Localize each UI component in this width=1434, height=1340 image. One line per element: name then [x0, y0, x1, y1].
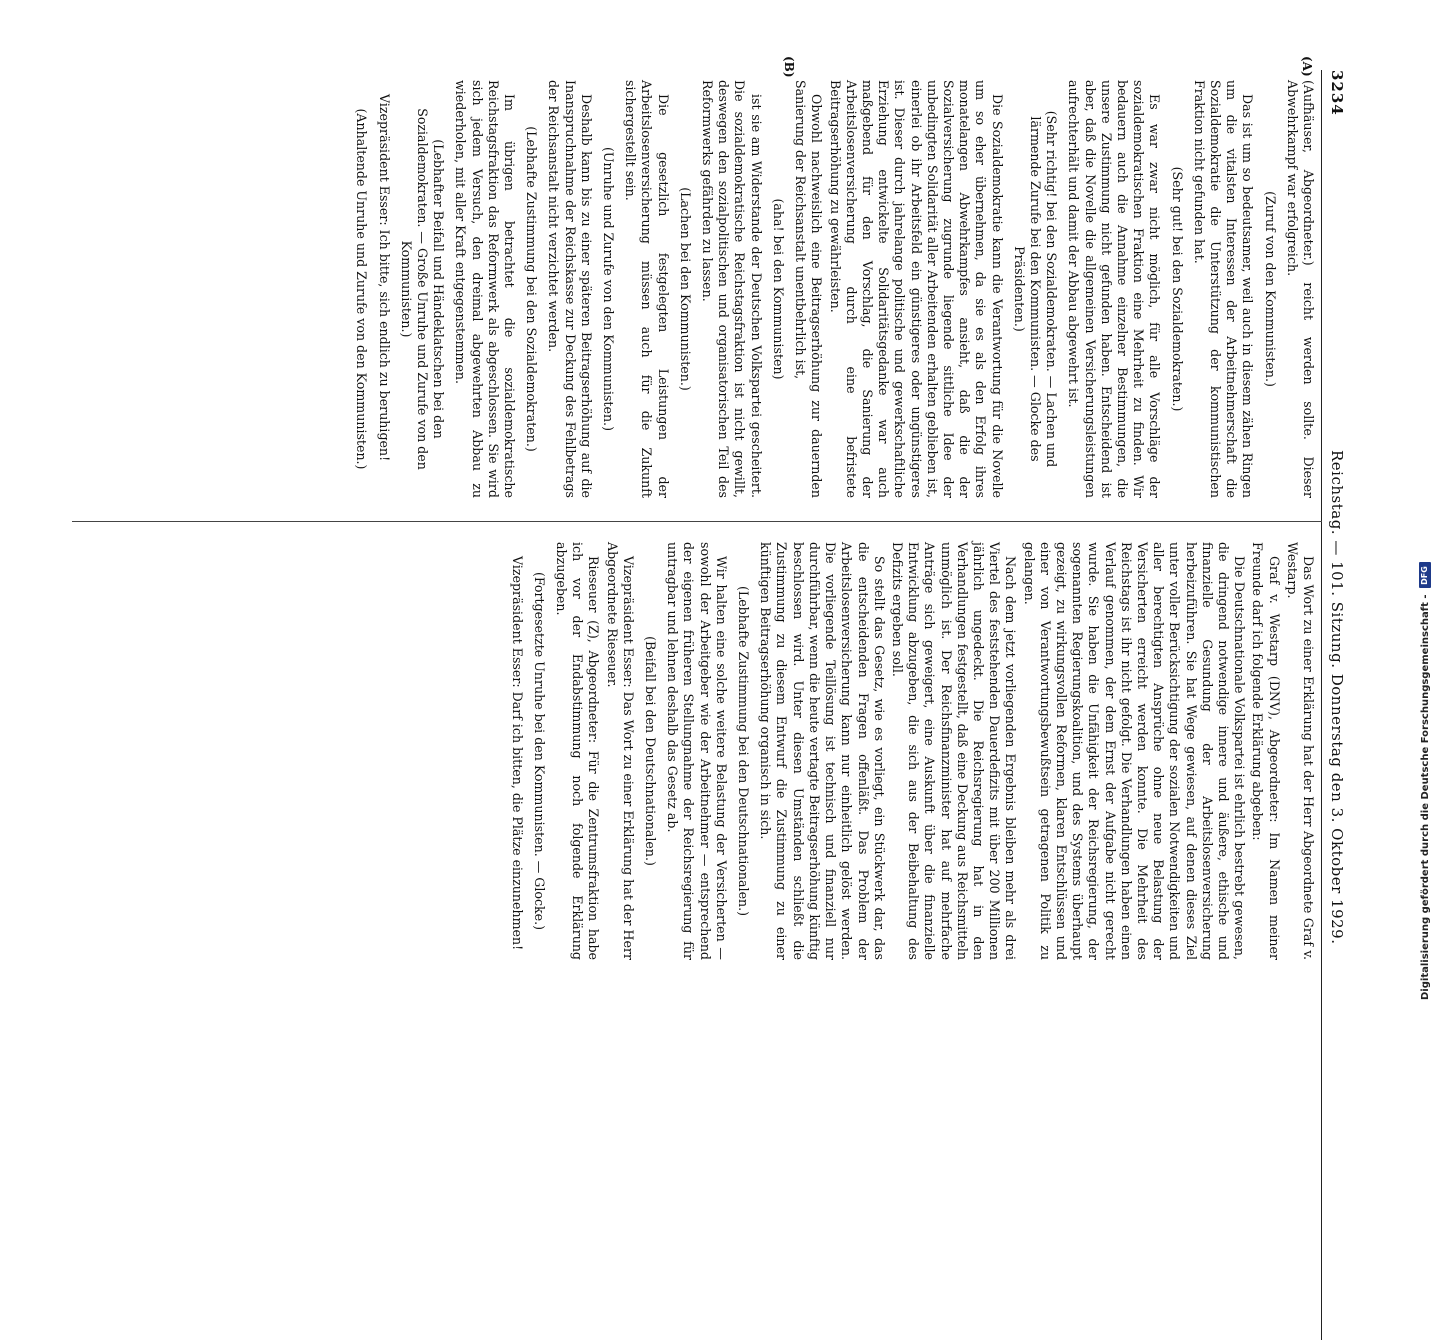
paragraph: Nach dem jetzt vorliegenden Ergebnis bleiben mehr als drei Viertel des feststehenden Dauerdefizits mit über 200 Millionen jährlich ungedeckt. Die Reichsregierung hat in den Verhandlungen festgestellt, daß eine Deckung aus Reichsmitteln unmöglich ist. Der Reichsfinanzminister hat auf mehrfache Anträge sich geweigert, eine Auskunft über die finanzielle Entwicklung abzugeben, die sich aus der Beibehaltung des Defizits ergeben soll. — [889, 542, 1019, 960]
header-rule — [1321, 70, 1322, 1340]
interjection: (Lebhafte Zustimmung bei den Deutschnationalen.) — [736, 585, 752, 917]
right-column — [506, 542, 1316, 960]
interjection: (Anhaltende Unruhe und Zurufe von den Kommunisten.) — [354, 108, 370, 470]
paragraph: ist sie am Widerstande der Deutschen Volkspartei gescheitert. Die sozialdemokratische Reichstagsfraktion ist nicht gewillt, deswegen den sozialpolitischen und organisatorischen Teil des Reformwerks gefährden zu lassen. — [700, 80, 764, 498]
paragraph: (Aufhäuser, Abgeordneter.) reicht werden sollte. Dieser Abwehrkampf war erfolgreich. — [1284, 80, 1316, 498]
paragraph: Rieseuer (Z), Abgeordneter: Für die Zentrumsfraktion habe ich vor der Endabstimmung noch folgende Erklärung abzugeben. — [554, 542, 602, 960]
paragraph: Die gesetzlich festgelegten Leistungen der Arbeitslosenversicherung müssen auch für die Zukunft sichergestellt sein. — [623, 80, 671, 498]
paragraph: Obwohl nachweislich eine Beitragserhöhung zur dauernden Sanierung der Reichsanstalt unentbehrlich ist, — [793, 80, 825, 498]
margin-marker-a: (A) — [1300, 56, 1314, 77]
paragraph: Wir halten eine solche weitere Belastung der Versicherten — sowohl der Arbeitgeber wie der Arbeitnehmer — entsprechend der eigenen früheren Stellungnahme der Reichsregierung für untragbar und lehnen deshalb das Gesetz ab. — [665, 542, 729, 960]
interjection: (aha! bei den Kommunisten) — [770, 198, 786, 380]
funding-text: Digitalisierung gefördert durch die Deutsche Forschungsgemeinschaft - — [1419, 594, 1431, 1000]
paragraph: Das ist um so bedeutsamer, weil auch in diesem zähen Ringen um die vitalsten Interessen der Arbeitnehmerschaft die Sozialdemokratie die Unterstützung der kommunistischen Fraktion nicht gefunden hat. — [1191, 80, 1256, 498]
column-divider — [72, 521, 1322, 522]
interjection: (Lebhafte Zustimmung bei den Sozialdemokraten.) — [524, 126, 540, 452]
interjection: (Sehr richtig! bei den Sozialdemokraten. — Lachen und lärmende Zurufe bei den Kommunisten. — Glocke des Präsidenten.) — [1011, 110, 1060, 468]
paragraph: Die Sozialdemokratie kann die Verantwortung für die Novelle um so eher übernehmen, da sie es als den Erfolg ihres monatelangen Abwehrkampfes ansieht, daß die der Sozialversicherung zugrunde liegende sittliche Idee der unbedingten Solidarität aller Arbeitenden erhalten geblieben ist, einerlei ob ihr Arbeitsfeld ein günstigeres oder ungünstigeres ist. Dieser durch jahrelange politische und gewerkschaftliche Erziehung entwickelte Solidaritätsgedanke war auch maßgebend für den Vorschlag, die Sanierung der Arbeitslosenversicherung durch eine befristete Beitragserhöhung zu gewährleisten. — [827, 80, 1005, 498]
interjection: (Unruhe und Zurufe von den Kommunisten.) — [601, 147, 617, 431]
paragraph: Graf v. Westarp (DNV), Abgeordneter: Im Namen meiner Freunde darf ich folgende Erklärung abgeben: — [1250, 542, 1282, 960]
header-title: Reichstag. — 101. Sitzung. Donnerstag den 3. Oktober 1929. — [1328, 450, 1346, 945]
paragraph: Im übrigen betrachtet die sozialdemokratische Reichstagsfraktion das Reformwerk als abgeschlossen. Sie wird sich jedem Versuch, den dreimal abgewehrten Abbau zu wiederholen, mit aller Kraft entgegenstemmen. — [453, 80, 518, 498]
interjection: (Beifall bei den Deutschnationalen.) — [643, 636, 659, 866]
interjection: (Sehr gut! bei den Sozialdemokraten.) — [1169, 166, 1185, 412]
dfg-logo-icon: DFG — [1419, 562, 1431, 588]
paragraph: Die Deutschnationale Volkspartei ist ehrlich bestrebt gewesen, die dringend notwendige innere und äußere, ethische und finanzielle Gesundung der Arbeitslosenversicherung herbeizuführen. Sie hat Wege gewiesen, auf denen dieses Ziel unter voller Berücksichtigung der sozialen Notwendigkeiten und aller berechtigten Ansprüche ohne neue Belastung der Versicherten erreicht werden konnte. Die Mehrheit des Reichstags ist ihr nicht gefolgt. Die Verhandlungen haben einen Verlauf genommen, der dem Ernst der Aufgabe nicht gerecht wurde. Sie haben die Unfähigkeit der Reichsregierung, der sogenannten Regierungskoalition, und des Systems überhaupt gezeigt, zu wirkungsvollen Reformen, klaren Entschlüssen und einer von Verantwortungsbewußtsein getragenen Politik zu gelangen. — [1021, 542, 1248, 960]
paragraph: Das Wort zu einer Erklärung hat der Herr Abgeordnete Graf v. Westarp. — [1284, 542, 1316, 960]
paragraph: Es war zwar nicht möglich, für alle Vorschläge der sozialdemokratischen Fraktion eine Mehrheit zu finden. Wir bedauern auch die Annahme einzelner Bestimmungen, die unsere Zustimmung nicht gefunden haben. Entscheidend ist aber, daß die Novelle die allgemeinen Versicherungsleistungen aufrechterhält und damit der Abbau abgewehrt ist. — [1066, 80, 1163, 498]
margin-marker-b: (B) — [782, 56, 796, 78]
interjection: (Lebhafter Beifall und Händeklatschen bei den Sozialdemokraten. — Große Unruhe und Zurufe von den Kommunisten.) — [398, 108, 447, 470]
funding-note — [1416, 0, 1434, 1000]
paragraph: Vizepräsident Esser: Ich bitte, sich endlich zu beruhigen! — [376, 94, 392, 462]
interjection: (Zuruf von den Kommunisten.) — [1262, 191, 1278, 387]
interjection: (Fortgesetzte Unruhe bei den Kommunisten. — Glocke.) — [531, 571, 547, 931]
paragraph: Deshalb kann bis zu einer späteren Beitragserhöhung auf die Inanspruchnahme der Reichskasse zur Deckung des Fehlbetrags der Reichsanstalt nicht verzichtet werden. — [546, 80, 594, 498]
paragraph: Vizepräsident Esser: Darf ich bitten, die Plätze einzunehmen! — [509, 556, 525, 951]
page-header — [1326, 70, 1346, 970]
page-number: 3234 — [1328, 70, 1346, 116]
paragraph: Vizepräsident Esser: Das Wort zu einer Erklärung hat der Herr Abgeordnete Rieseuer. — [604, 542, 636, 960]
paragraph: So stellt das Gesetz, wie es vorliegt, ein Stückwerk dar, das die entscheidenden Fragen offenläßt. Das Problem der Arbeitslosenversicherung kann nur einheitlich gelöst werden. Die vorliegende Teillösung ist technisch und finanziell nur durchführbar, wenn die heute vertagte Beitragserhöhung künftig beschlossen wird. Unter diesen Umständen schließt die Zustimmung zu diesem Entwurf die Zustimmung zu einer künftigen Beitragserhöhung organisch in sich. — [758, 542, 887, 960]
left-column — [347, 80, 1316, 498]
interjection: (Lachen bei den Kommunisten.) — [677, 187, 693, 391]
